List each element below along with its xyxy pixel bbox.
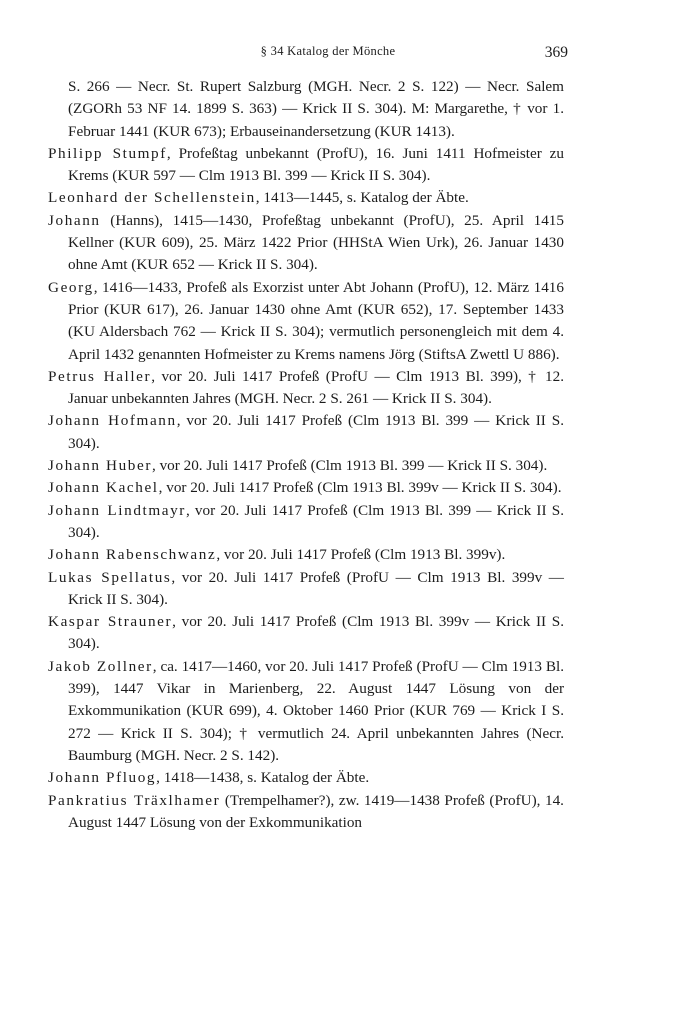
catalog-entry — [48, 567, 564, 612]
entry-text: (Hanns), 1415—1430, Profeßtag unbekannt (ProfU), 25. April 1415 Kellner (KUR 609), 25. März 1422 Prior (HHStA Wien Urk), 26. Januar 1430 ohne Amt (KUR 652 — Krick II S. 304). — [68, 211, 564, 274]
entry-text: , vor 20. Juli 1417 Profeß (Clm 1913 Bl. 399v). — [216, 546, 506, 564]
entry-text: , vor 20. Juli 1417 Profeß (Clm 1913 Bl. 399 — Krick II S. 304). — [68, 412, 564, 452]
catalog-entry — [48, 500, 564, 545]
catalog-entry-continuation — [48, 76, 564, 143]
catalog-entry — [48, 611, 564, 656]
entry-name: Petrus Haller — [48, 367, 152, 385]
entry-name: Lukas Spellatus — [48, 568, 172, 586]
entry-name: Johann Pfluog — [48, 769, 157, 787]
catalog-entry — [48, 455, 564, 477]
entry-text: , 1416—1433, Profeß als Exorzist unter Abt Johann (ProfU), 12. März 1416 Prior (KUR 617), 26. Januar 1430 ohne Amt (KUR 652), 17. September 1433 (KU Aldersbach 762 — Krick II S. 304); vermutlich personengleich mit dem 4. April 1432 genannten Hofmeister zu Krems namens Jörg (StiftsA Zwettl U 886). — [68, 278, 564, 363]
running-head: § 34 Katalog der Mönche — [260, 44, 396, 58]
catalog-entry — [48, 790, 564, 835]
entry-text: , ca. 1417—1460, vor 20. Juli 1417 Profeß (ProfU — Clm 1913 Bl. 399), 1447 Vikar in Marienberg, 22. August 1447 Lösung von der Exkommunikation (KUR 699), 4. Oktober 1460 Prior (KUR 769 — Krick I S. 272 — Krick II S. 304); † vermutlich 24. April unbekannten Jahres (Necr. Baumburg (MGH. Necr. 2 S. 142). — [68, 657, 564, 764]
entry-text: , Profeßtag unbekannt (ProfU), 16. Juni 1411 Hofmeister zu Krems (KUR 597 — Clm 1913 Bl. 399 — Krick II S. 304). — [68, 144, 564, 185]
entry-text: S. 266 — Necr. St. Rupert Salzburg (MGH. Necr. 2 S. 122) — Necr. Salem (ZGORh 53 NF 14. 1899 S. 363) — Krick II S. 304). M: Margarethe, † vor 1. Februar 1441 (KUR 673); Erbauseinandersetzung (KUR 1413). — [68, 78, 564, 140]
catalog-entry — [48, 410, 564, 455]
entry-name: Johann Lindtmayr — [48, 501, 186, 519]
catalog-entry — [48, 477, 564, 499]
entry-name: Johann Hofmann — [48, 412, 177, 430]
entry-name: Pankratius Träxlhamer — [48, 791, 221, 809]
entry-name: Leonhard der Schellenstein — [48, 189, 256, 207]
monk-catalog-entries — [48, 76, 564, 834]
entry-name: Jakob Zollner — [48, 657, 153, 675]
page-number: 369 — [544, 44, 568, 61]
entry-text: , vor 20. Juli 1417 Profeß (Clm 1913 Bl. 399 — Krick II S. 304). — [151, 457, 548, 475]
entry-name: Johann Kachel — [48, 479, 159, 497]
entry-name: Philipp Stumpf — [48, 144, 167, 162]
entry-text: , vor 20. Juli 1417 Profeß (Clm 1913 Bl. 399v — Krick II S. 304). — [158, 479, 562, 497]
catalog-entry — [48, 544, 564, 566]
catalog-entry — [48, 143, 564, 188]
catalog-entry — [48, 277, 564, 366]
entry-text: , vor 20. Juli 1417 Profeß (Clm 1913 Bl. 399 — Krick II S. 304). — [68, 501, 564, 541]
entry-text: , vor 20. Juli 1417 Profeß (ProfU — Clm 1913 Bl. 399), † 12. Januar unbekannten Jahres (MGH. Necr. 2 S. 261 — Krick II S. 304). — [68, 367, 564, 408]
entry-name: Georg — [48, 278, 94, 296]
entry-text: , 1418—1438, s. Katalog der Äbte. — [156, 769, 370, 787]
entry-text: , 1413—1445, s. Katalog der Äbte. — [255, 189, 469, 207]
entry-text: , vor 20. Juli 1417 Profeß (ProfU — Clm 1913 Bl. 399v — Krick II S. 304). — [68, 568, 564, 608]
catalog-entry — [48, 366, 564, 411]
entry-text: (Trempelhamer?), zw. 1419—1438 Profeß (ProfU), 14. August 1447 Lösung von der Exkommunikation — [68, 791, 564, 831]
entry-name: Johann Rabenschwanz — [48, 546, 217, 564]
entry-name: Kaspar Strauner — [48, 613, 173, 631]
entry-text: , vor 20. Juli 1417 Profeß (Clm 1913 Bl. 399v — Krick II S. 304). — [68, 613, 564, 653]
entry-name: Johann Huber — [48, 457, 152, 475]
catalog-entry — [48, 187, 564, 209]
catalog-entry — [48, 210, 564, 277]
catalog-entry — [48, 767, 564, 789]
entry-name: Johann — [48, 211, 101, 229]
catalog-entry — [48, 656, 564, 767]
